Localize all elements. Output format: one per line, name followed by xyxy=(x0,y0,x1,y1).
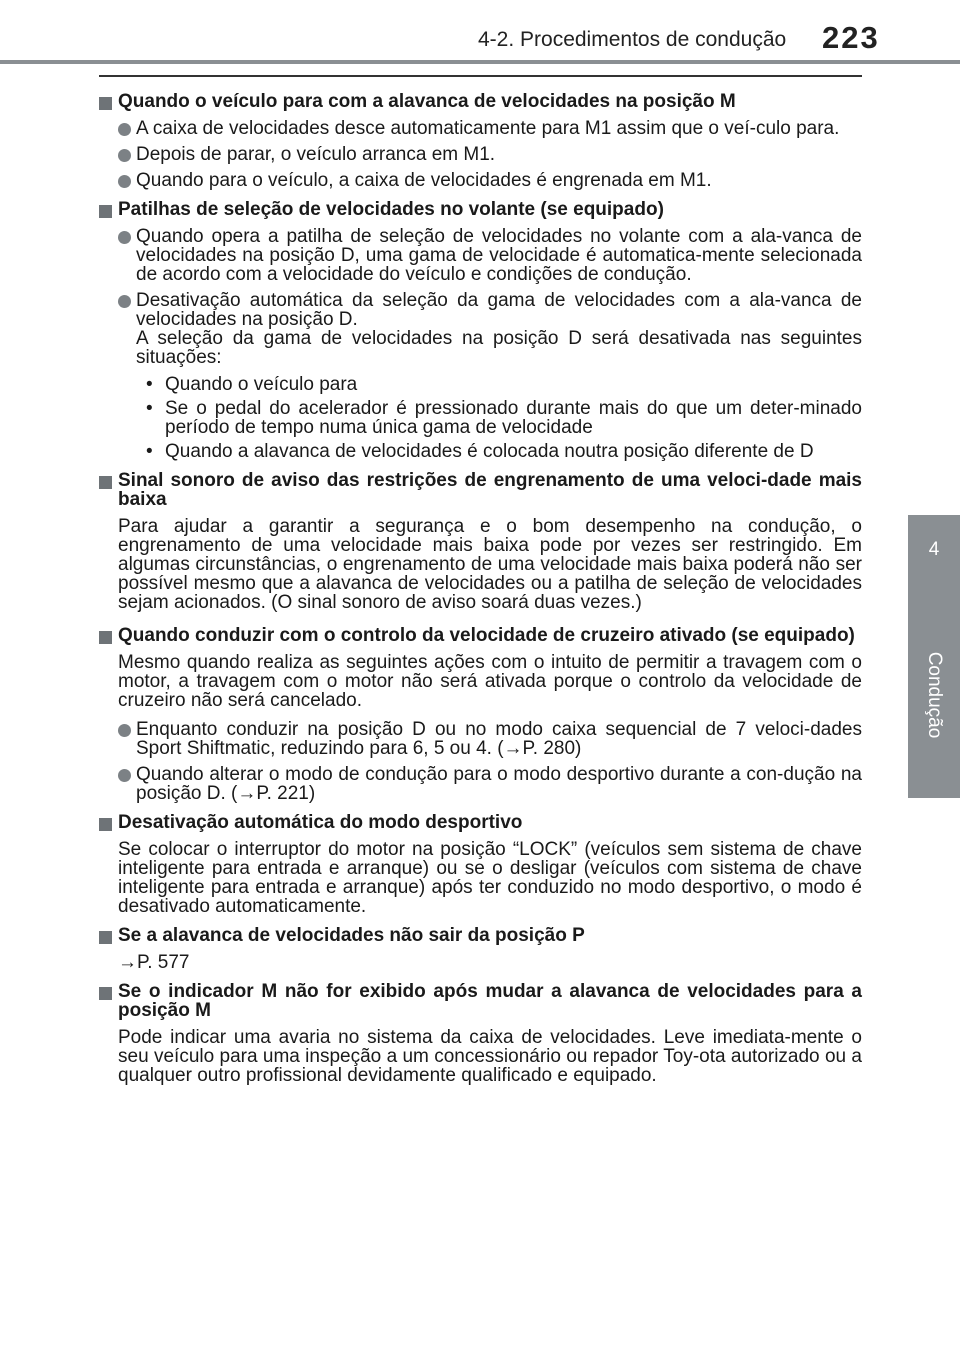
section-heading: Se o indicador M não for exibido após mudar a alavanca de velocidades para a posição M xyxy=(118,981,862,1021)
gray-square-icon xyxy=(99,205,112,218)
bullet-text: Quando alterar o modo de condução para o modo desportivo durante a con-dução na posição D. (→P. 221) xyxy=(136,764,862,804)
list-item xyxy=(136,442,862,461)
section-heading: Desativação automática do modo desportivo xyxy=(118,812,523,833)
header-divider xyxy=(0,60,960,64)
section-block xyxy=(99,926,862,945)
bullet-text: Quando para o veículo, a caixa de velocidades é engrenada em M1. xyxy=(136,170,712,191)
section-paragraph: Para ajudar a garantir a segurança e o bom desempenho na condução, o engrenamento de uma velocidade mais baixa pode por vezes ser restringido. Em algumas circunstâncias, o engrenamento de uma velocidade mais baixa poderá não ser possível mesmo que a alavanca de velocidades ou a patilha de seleção de velocidades sejam acionados. (O sinal sonoro de aviso soará duas vezes.) xyxy=(118,516,862,613)
gray-square-icon xyxy=(99,97,112,110)
bullet-point-icon: • xyxy=(146,374,153,395)
bullet-item xyxy=(99,765,862,803)
section-block xyxy=(99,471,862,509)
gray-dot-icon xyxy=(118,295,131,308)
gray-dot-icon xyxy=(118,149,131,162)
bullet-text: Desativação automática da seleção da gama de velocidades com a ala-vanca de velocidades na posição D. xyxy=(136,290,862,330)
gray-square-icon xyxy=(99,818,112,831)
bullet-text: Enquanto conduzir na posição D ou no modo caixa sequencial de 7 veloci-dades Sport Shiftmatic, reduzindo para 6, 5 ou 4. (→P. 280) xyxy=(136,719,862,759)
bullet-note: A seleção da gama de velocidades na posição D será desativada nas seguintes situações: xyxy=(136,328,862,368)
section-block xyxy=(99,200,862,219)
chapter-tab xyxy=(908,515,960,595)
page-reference: →P. 577 xyxy=(118,952,190,973)
chapter-label-tab xyxy=(908,595,960,798)
section-title: 4-2. Procedimentos de condução xyxy=(478,28,787,51)
list-item-text: Se o pedal do acelerador é pressionado durante mais do que um deter-minado período de tempo numa única gama de velocidade xyxy=(165,398,862,438)
section-heading: Sinal sonoro de aviso das restrições de engrenamento de uma veloci-dade mais baixa xyxy=(118,470,862,510)
bullet-point-icon: • xyxy=(146,441,153,462)
gray-dot-icon xyxy=(118,724,131,737)
section-paragraph: Se colocar o interruptor do motor na posição “LOCK” (veículos sem sistema de chave inteligente para entrada e arranque) ou se o desligar (veículos com sistema de chave inteligente para entrada e arranque) após ter conduzido no modo desportivo, o modo é desativado automaticamente. xyxy=(118,839,862,917)
content-top-rule xyxy=(99,75,862,77)
gray-dot-icon xyxy=(118,231,131,244)
chapter-number: 4 xyxy=(928,539,940,560)
gray-dot-icon xyxy=(118,769,131,782)
section-paragraph: Pode indicar uma avaria no sistema da caixa de velocidades. Leve imediata-mente o seu veículo para uma inspeção a um concessionário ou repador Toy-ota autorizado ou a qualquer outro profissional devidamente qualificado e equipado. xyxy=(118,1027,862,1086)
section-heading: Quando conduzir com o controlo da velocidade de cruzeiro ativado (se equipado) xyxy=(118,625,855,646)
section-block xyxy=(99,92,862,111)
bullet-item xyxy=(99,145,862,164)
bullet-text: A caixa de velocidades desce automaticamente para M1 assim que o veí-culo para. xyxy=(136,118,840,139)
section-block xyxy=(99,982,862,1020)
section-heading: Quando o veículo para com a alavanca de velocidades na posição M xyxy=(118,91,736,112)
page-number: 223 xyxy=(822,20,880,55)
bullet-item xyxy=(99,720,862,758)
list-item xyxy=(136,375,862,394)
section-block xyxy=(99,813,862,832)
bullet-point-icon: • xyxy=(146,398,153,419)
page-content xyxy=(99,92,862,1085)
section-block xyxy=(99,626,862,645)
list-item-text: Quando a alavanca de velocidades é colocada noutra posição diferente de D xyxy=(165,441,814,462)
bullet-text: Quando opera a patilha de seleção de velocidades no volante com a ala-vanca de velocidades na posição D, uma gama de velocidade é automatica-mente selecionada de acordo com a velocidade do veículo e condições de condução. xyxy=(136,226,862,285)
gray-square-icon xyxy=(99,631,112,644)
gray-square-icon xyxy=(99,931,112,944)
gray-dot-icon xyxy=(118,175,131,188)
list-item-text: Quando o veículo para xyxy=(165,374,358,395)
gray-square-icon xyxy=(99,476,112,489)
bullet-text: Depois de parar, o veículo arranca em M1. xyxy=(136,144,496,165)
bullet-item xyxy=(99,291,862,329)
section-heading: Patilhas de seleção de velocidades no volante (se equipado) xyxy=(118,199,664,220)
gray-dot-icon xyxy=(118,123,131,136)
section-paragraph: Mesmo quando realiza as seguintes ações com o intuito de permitir a travagem com o motor, a travagem com o motor não será ativada porque o controlo da velocidade de cruzeiro não será cancelado. xyxy=(118,652,862,711)
situation-list xyxy=(99,375,862,461)
page-header xyxy=(0,0,960,62)
section-heading: Se a alavanca de velocidades não sair da posição P xyxy=(118,925,585,946)
bullet-item xyxy=(99,171,862,190)
chapter-label: Condução xyxy=(924,651,945,739)
list-item xyxy=(136,399,862,437)
bullet-item xyxy=(99,227,862,284)
bullet-item xyxy=(99,119,862,138)
gray-square-icon xyxy=(99,987,112,1000)
